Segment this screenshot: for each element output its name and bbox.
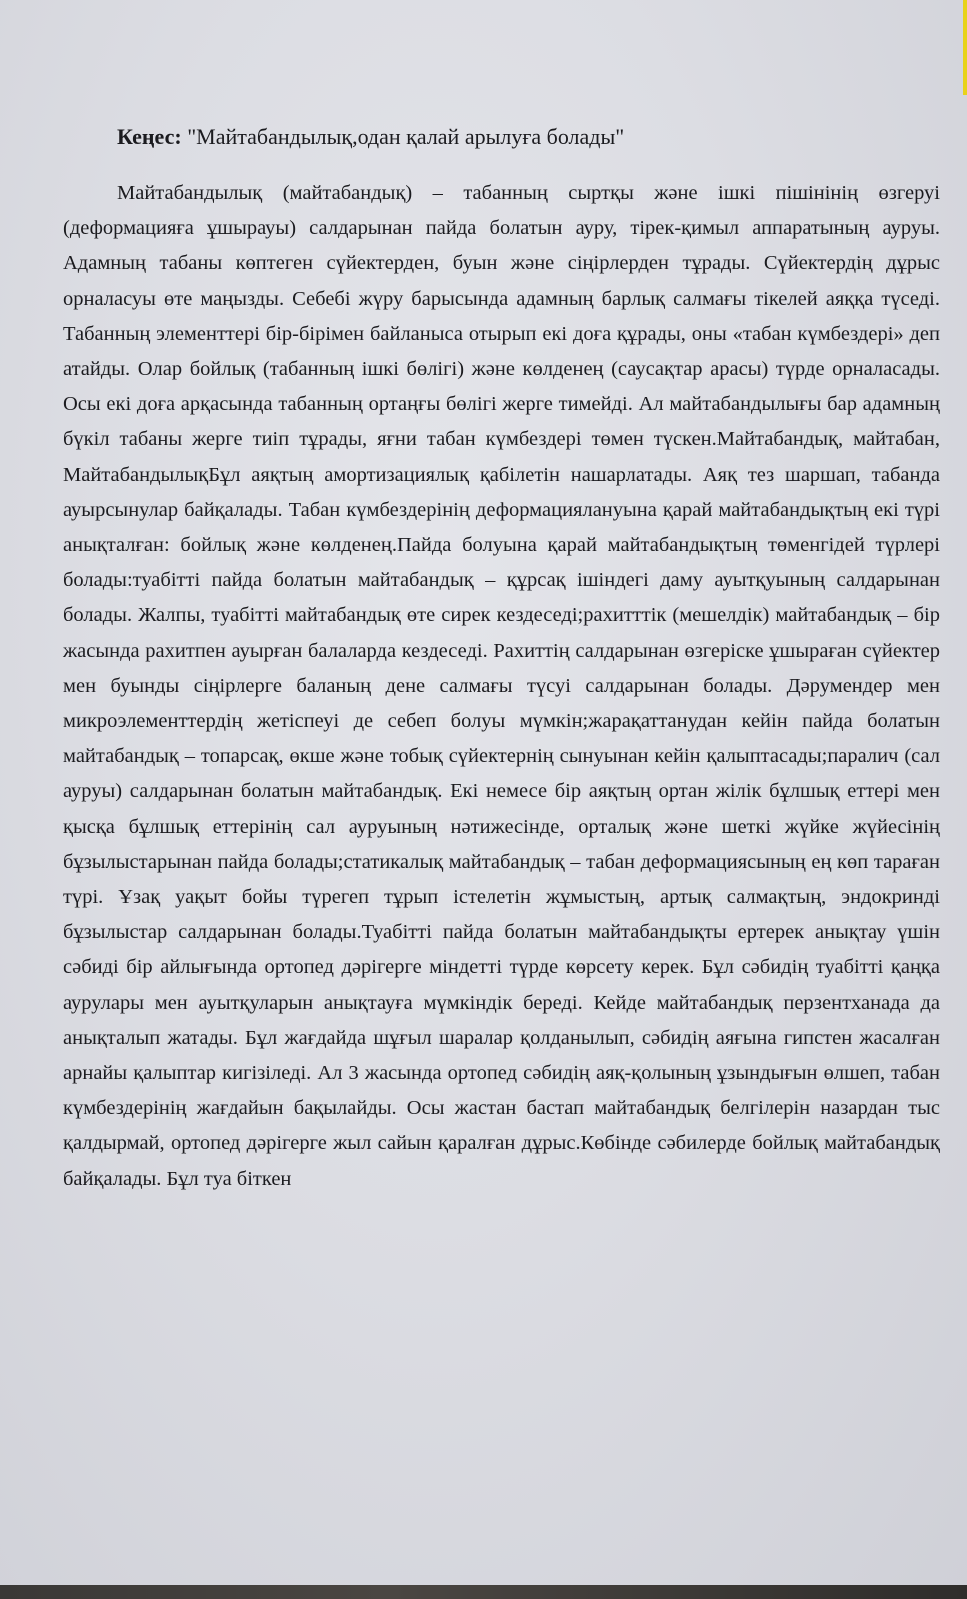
yellow-edge [963,0,967,95]
document-heading [117,122,624,152]
heading-label: Кеңес: [117,124,182,149]
heading-title: "Майтабандылық,одан қалай арылуға болады" [181,124,625,149]
background-surface [0,1585,967,1599]
body-paragraph: Майтабандылық (майтабандық) – табанның сыртқы және ішкі пішінінің өзгеруі (деформацияға ұшырауы) салдарынан пайда болатын ауру, тірек-қимыл аппаратының ауруы. Адамның табаны көптеген сүйектерден, буын және сіңірлерден тұрады. Сүйектердің дұрыс орналасуы өте маңызды. Себебі жүру барысында адамның барлық салмағы тікелей аяққа түседі. Табанның элементтері бір-бірімен байланыса отырып екі доға құрады, оны «табан күмбездері» деп атайды. Олар бойлық (табанның ішкі бөлігі) және көлденең (саусақтар арасы) түрде орналасады. Осы екі доға арқасында табанның ортаңғы бөлігі жерге тимейді. Ал майтабандылығы бар адамның бүкіл табаны жерге тиіп тұрады, яғни табан күмбездері төмен түскен.Майтабандық, майтабан, МайтабандылықБұл аяқтың амортизациялық қабілетін нашарлатады. Аяқ тез шаршап, табанда ауырсынулар байқалады. Табан күмбездерінің деформациялануына қарай майтабандықтың екі түрі анықталған: бойлық және көлденең.Пайда болуына қарай майтабандықтың төменгідей түрлері болады:туабітті пайда болатын майтабандық – құрсақ ішіндегі даму ауытқуының салдарынан болады. Жалпы, туабітті майтабандық өте сирек кездеседі;рахитттік (мешелдік) майтабандық – бір жасында рахитпен ауырған балаларда кездеседі. Рахиттің салдарынан өзгеріске ұшыраған сүйектер мен буынды сіңірлерге баланың дене салмағы түсуі салдарынан болады. Дәрумендер мен микроэлементтердің жетіспеуі де себеп болуы мүмкін;жарақаттанудан кейін пайда болатын майтабандық – топарсақ, өкше және тобық сүйектернің сынуынан кейін қалыптасады;паралич (сал ауруы) салдарынан болатын майтабандық. Екі немесе бір аяқтың ортан жілік бұлшық еттері мен қысқа бұлшық еттерінің сал ауруының нәтижесінде, орталық және шеткі жүйке жүйесінің бұзылыстарынан пайда болады;статикалық майтабандық – табан деформациясының ең көп тараған түрі. Ұзақ уақыт бойы түрегеп тұрып істелетін жұмыстың, артық салмақтың, эндокринді бұзылыстар салдарынан болады.Туабітті пайда болатын майтабандықты ертерек анықтау үшін сәбиді бір айлығында ортопед дәрігерге міндетті түрде көрсету керек. Бұл сәбидің туабітті қаңқа аурулары мен ауытқуларын анықтауға мүмкіндік береді. Кейде майтабандық перзентханада да анықталып жатады. Бұл жағдайда шұғыл шаралар қолданылып, сәбидің аяғына гипстен жасалған арнайы қалыптар кигізіледі. Ал 3 жасында ортопед сәбидің аяқ-қолының ұзындығын өлшеп, табан күмбездерінің жағдайын бақылайды. Осы жастан бастап майтабандық белгілерін назардан тыс қалдырмай, ортопед дәрігерге жыл сайын қаралған дұрыс.Көбінде сәбилерде бойлық майтабандық байқалады. Бұл туа біткен [63,182,940,1190]
